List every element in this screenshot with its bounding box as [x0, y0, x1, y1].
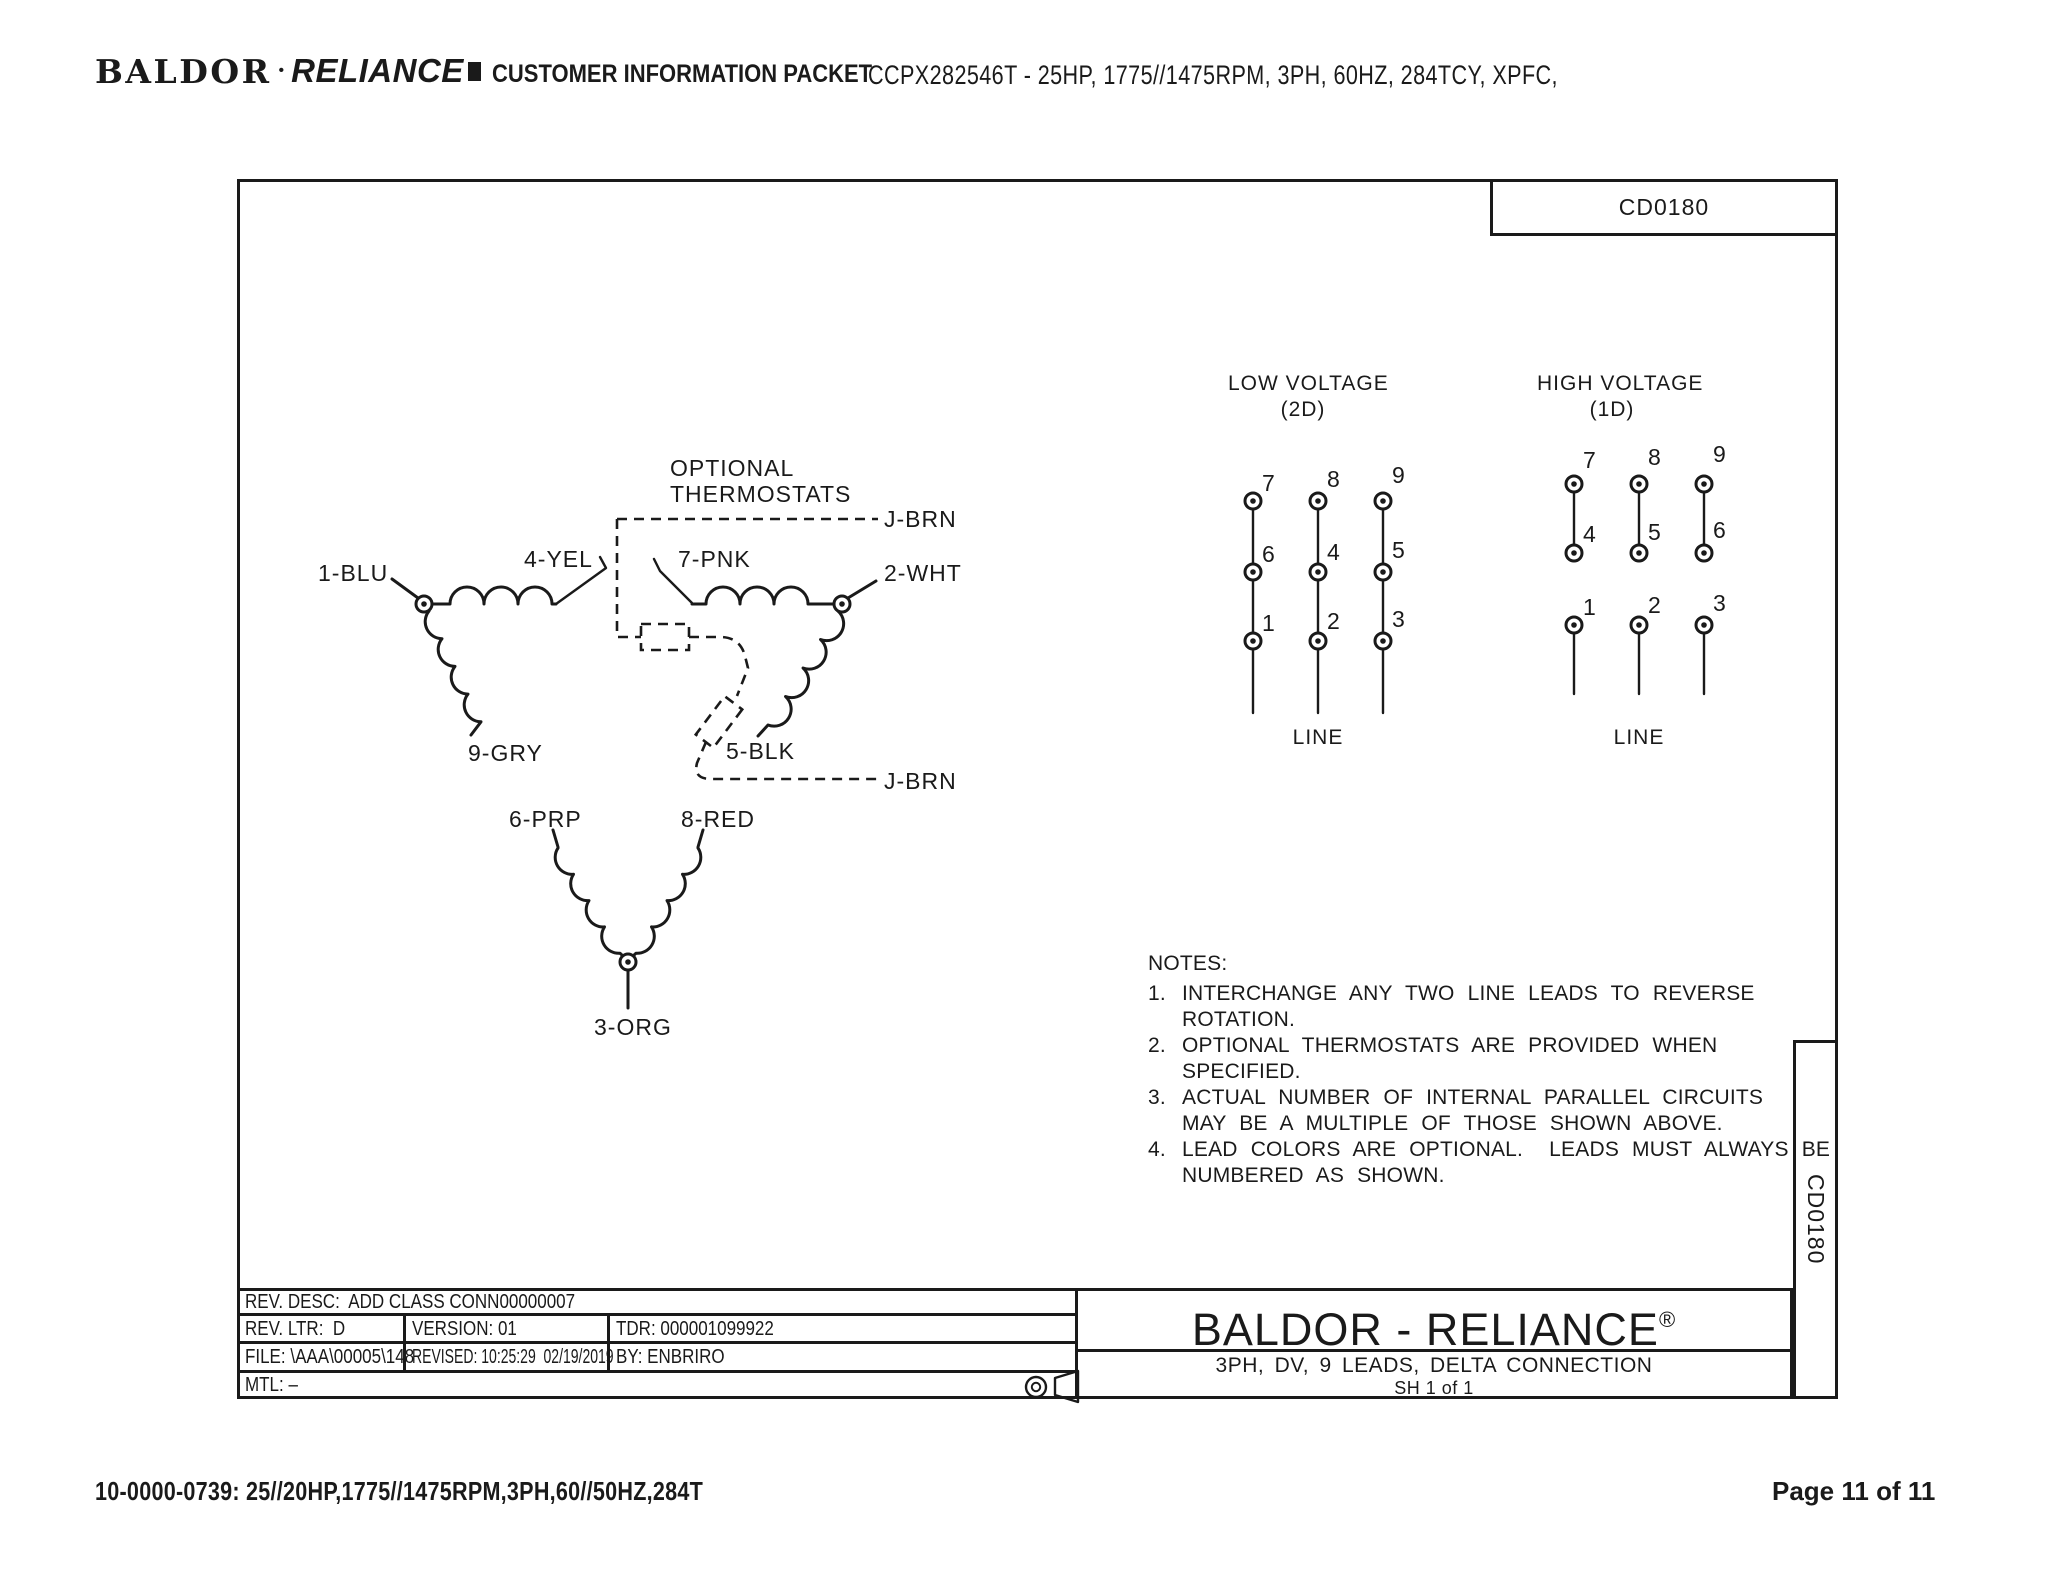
lead-label-9-gry: 9-GRY — [468, 740, 543, 766]
thermostat-box-1 — [641, 624, 689, 650]
low-voltage-subtitle: (2D) — [1280, 398, 1326, 421]
drawing-code-side: CD0180 — [1803, 1174, 1829, 1265]
lv-terminal-label-7: 7 — [1262, 470, 1275, 496]
winding-bottom-left — [555, 848, 624, 957]
lead-label-1-blu: 1-BLU — [318, 560, 389, 586]
lv-line-label: LINE — [1292, 726, 1344, 749]
lv-terminal-label-8: 8 — [1327, 466, 1340, 492]
title-block-row-line-3 — [237, 1370, 1078, 1373]
hv-terminal-label-3: 3 — [1713, 590, 1726, 616]
title-block-sheet: SH 1 of 1 — [1394, 1378, 1474, 1398]
terminal-junction-bottom — [620, 954, 636, 970]
packet-title: CUSTOMER INFORMATION PACKET — [492, 60, 873, 88]
notes-section — [1148, 951, 1831, 1189]
note-item-2: 2. OPTIONAL THERMOSTATS ARE PROVIDED WHEN SPECIFIED. — [1148, 1034, 1718, 1083]
terminal-junction-right — [834, 596, 850, 612]
lv-terminal-label-6: 6 — [1262, 541, 1275, 567]
note-item-4: 4. LEAD COLORS ARE OPTIONAL. LEADS MUST ALWAYS BE NUMBERED AS SHOWN. — [1148, 1138, 1831, 1187]
lv-terminal-label-2: 2 — [1327, 608, 1340, 634]
lv-terminal-label-1: 1 — [1262, 610, 1275, 636]
logo-dot-icon: • — [278, 62, 285, 79]
winding-bottom-right — [632, 848, 701, 957]
lead-label-6-prp: 6-PRP — [509, 806, 582, 832]
winding-right-side — [758, 611, 844, 736]
rev-desc-cell: REV. DESC: ADD CLASS CONN00000007 — [245, 1291, 576, 1313]
lv-terminal-label-5: 5 — [1392, 537, 1405, 563]
winding-top-left — [431, 587, 556, 604]
lead-line-2-wht — [848, 581, 876, 598]
drawing-code-top: CD0180 — [1618, 194, 1710, 220]
lv-terminal-label-9: 9 — [1392, 462, 1405, 488]
file-cell: FILE: \AAA\00005\148 — [245, 1346, 415, 1368]
winding-left-side — [425, 611, 481, 735]
logo-reliance-text: RELIANCE — [291, 52, 464, 89]
title-block-row-line-2 — [237, 1341, 1078, 1344]
optional-thermostats-label-line2: THERMOSTATS — [670, 481, 852, 507]
hv-terminal-label-6: 6 — [1713, 517, 1726, 543]
lead-label-jbrn-bottom: J-BRN — [884, 768, 957, 794]
footer-part-line: 10-0000-0739: 25//20HP,1775//1475RPM,3PH,60//50HZ,284T — [95, 1476, 704, 1506]
hv-terminal-label-5: 5 — [1648, 519, 1661, 545]
thermostat-dashed-drop — [617, 519, 641, 637]
version-cell: VERSION: 01 — [412, 1318, 517, 1340]
rev-ltr-cell: REV. LTR: D — [245, 1318, 346, 1340]
lead-label-5-blk: 5-BLK — [726, 738, 795, 764]
motor-spec-line: CCPX282546T - 25HP, 1775//1475RPM, 3PH, 60HZ, 284TCY, XPFC, — [868, 60, 1558, 90]
delta-connection-diagram — [392, 519, 878, 1008]
title-block-brand: BALDOR - RELIANCE® — [1191, 1304, 1677, 1355]
hv-terminal-label-8: 8 — [1648, 444, 1661, 470]
hv-terminal-label-1: 1 — [1583, 594, 1596, 620]
logo-baldor-text: BALDOR — [95, 51, 272, 91]
revised-cell: REVISED: 10:25:29 02/19/2019 — [412, 1346, 614, 1368]
hv-line-label: LINE — [1613, 726, 1665, 749]
title-block-description: 3PH, DV, 9 LEADS, DELTA CONNECTION — [1215, 1354, 1653, 1377]
mtl-cell: MTL: – — [245, 1374, 298, 1396]
thermostat-dashed-link — [689, 637, 748, 696]
note-item-1: 1. INTERCHANGE ANY TWO LINE LEADS TO REVERSE ROTATION. — [1148, 982, 1755, 1031]
low-voltage-diagram — [1245, 493, 1391, 713]
high-voltage-subtitle: (1D) — [1589, 398, 1635, 421]
registered-mark: ® — [1658, 1307, 1677, 1332]
high-voltage-diagram — [1566, 476, 1712, 694]
high-voltage-title: HIGH VOLTAGE — [1537, 372, 1704, 395]
lead-line-1-blu — [392, 579, 418, 598]
note-item-3: 3. ACTUAL NUMBER OF INTERNAL PARALLEL CIRCUITS MAY BE A MULTIPLE OF THOSE SHOWN ABOVE. — [1148, 1086, 1764, 1135]
title-block-row-line-1 — [237, 1313, 1078, 1316]
low-voltage-title: LOW VOLTAGE — [1228, 372, 1389, 395]
lead-label-jbrn-top: J-BRN — [884, 506, 957, 532]
lead-label-7-pnk: 7-PNK — [678, 546, 751, 572]
tdr-cell: TDR: 000001099922 — [616, 1318, 774, 1340]
hv-terminal-label-4: 4 — [1583, 521, 1596, 547]
hv-terminal-label-9: 9 — [1713, 441, 1726, 467]
lv-terminal-label-3: 3 — [1392, 606, 1405, 632]
lead-label-3-org: 3-ORG — [594, 1014, 672, 1040]
lead-label-2-wht: 2-WHT — [884, 560, 962, 586]
by-cell: BY: ENBRIRO — [616, 1346, 725, 1368]
hv-terminal-label-7: 7 — [1583, 447, 1596, 473]
terminal-junction-left — [416, 596, 432, 612]
hv-terminal-label-2: 2 — [1648, 592, 1661, 618]
footer-page-number: Page 11 of 11 — [1772, 1476, 1936, 1506]
notes-heading: NOTES: — [1148, 952, 1228, 975]
lv-terminal-label-4: 4 — [1327, 539, 1340, 565]
lead-label-8-red: 8-RED — [681, 806, 756, 832]
optional-thermostats-label-line1: OPTIONAL — [670, 455, 795, 481]
lead-label-4-yel: 4-YEL — [524, 546, 593, 572]
winding-top-right — [692, 587, 835, 604]
